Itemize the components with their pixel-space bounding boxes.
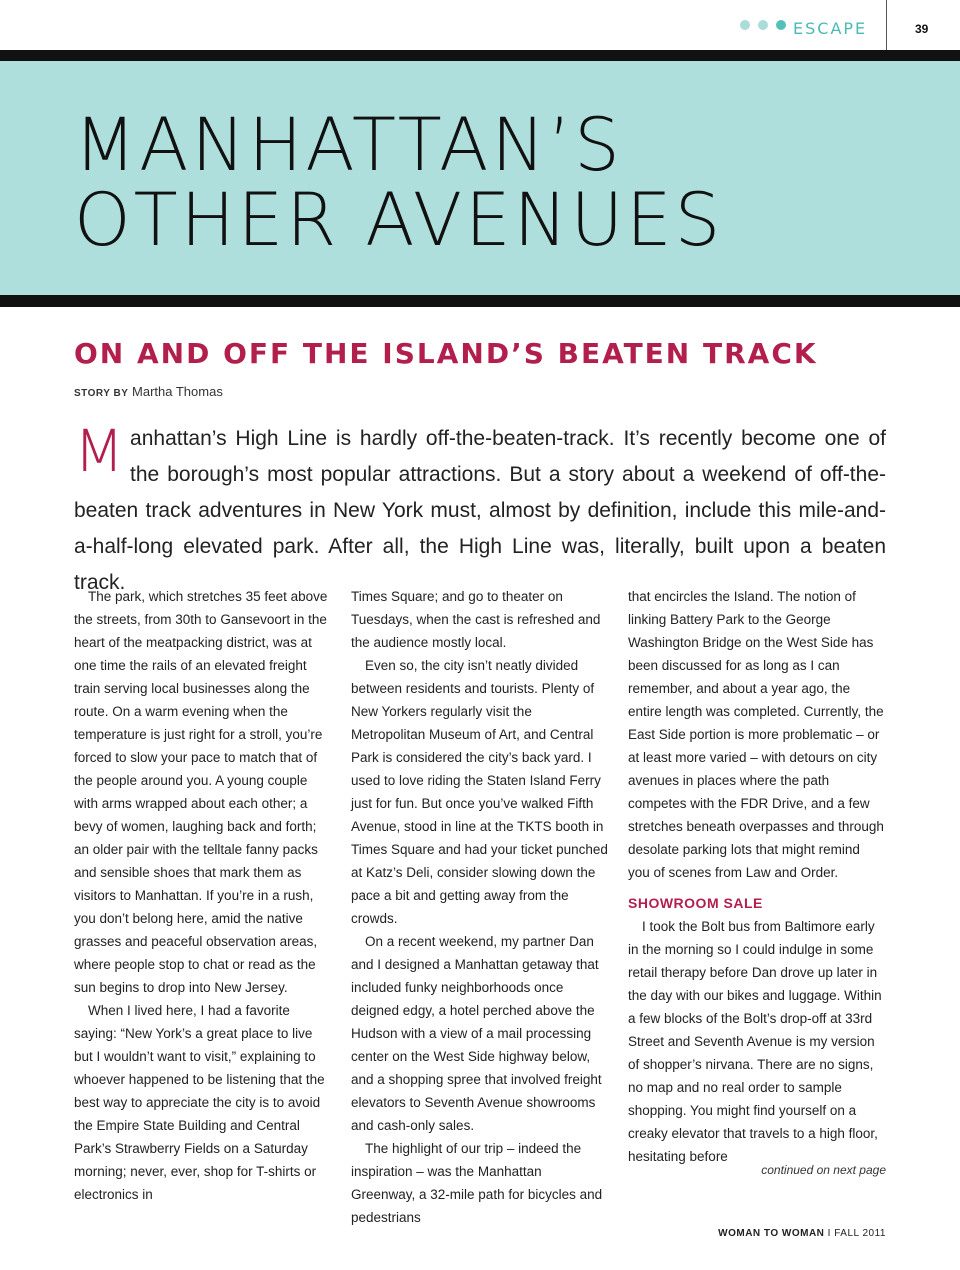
- section-heading: SHOWROOM SALE: [628, 895, 763, 911]
- paragraph: The highlight of our trip – indeed the inspiration – was the Manhattan Greenway, a 32-mile path for bicycles and pedestrians: [351, 1141, 603, 1225]
- body-column-3: [628, 585, 885, 1168]
- title-line-1: MANHATTAN’S: [74, 101, 623, 188]
- continued-note: continued on next page: [761, 1163, 886, 1177]
- page-number: 39: [915, 22, 929, 36]
- article-subtitle: ON AND OFF THE ISLAND’S BEATEN TRACK: [74, 337, 818, 370]
- title-line-2: OTHER AVENUES: [74, 176, 724, 263]
- publication-name: WOMAN TO WOMAN: [718, 1228, 825, 1239]
- paragraph: The park, which stretches 35 feet above the streets, from 30th to Gansevoort in the heart of the meatpacking district, was at one time the rails of an elevated freight train serving local businesses along the route. On a warm evening when the temperature is just right for a stroll, you’re forced to slow your pace to match that of the people around you. A young couple with arms wrapped about each other; a bevy of women, laughing back and forth; an older pair with the telltale fanny packs and sensible shoes that mark them as visitors to Manhattan. If you’re in a rush, you don’t belong here, amid the native grasses and peaceful observation areas, where people stop to chat or read as the sun begins to drop into New Jersey.: [74, 589, 328, 995]
- header-divider: [886, 0, 887, 50]
- paragraph: Even so, the city isn’t neatly divided between residents and tourists. Plenty of New Yorkers regularly visit the Metropolitan Museum of Art, and Central Park is considered the city’s back yard. I used to love riding the Staten Island Ferry just for fun. But once you’ve walked Fifth Avenue, stood in line at the TKTS booth in Times Square and had your ticket punched at Katz’s Deli, consider slowing down the pace a bit and getting away from the crowds.: [351, 658, 608, 926]
- lead-text: anhattan’s High Line is hardly off-the-beaten-track. It’s recently become one of the borough’s most popular attractions. But a story about a weekend of off-the-beaten track adventures in New York must, almost by definition, include this mile-and-a-half-long elevated park. After all, the High Line was, literally, built upon a beaten track.: [74, 427, 886, 594]
- dot-icon: [740, 20, 750, 30]
- page-footer: [600, 1228, 886, 1239]
- byline: [74, 384, 223, 399]
- title-band-bottom-rule: [0, 295, 960, 307]
- paragraph: I took the Bolt bus from Baltimore early in the morning so I could indulge in some retail therapy before Dan drove up later in the day with our bikes and luggage. Within a few blocks of the Bolt’s drop-off at 33rd Street and Seventh Avenue is my version of shopper’s nirvana. There are no signs, no map and no real order to sample shopping. You might find yourself on a creaky elevator that travels to a high floor, hesitating before: [628, 919, 882, 1164]
- title-band-top-rule: [0, 50, 960, 61]
- byline-author: Martha Thomas: [132, 384, 223, 399]
- section-label: ESCAPE: [793, 19, 868, 38]
- footer-separator: I: [827, 1228, 831, 1239]
- body-column-2: [351, 585, 608, 1229]
- dot-icon: [758, 20, 768, 30]
- paragraph: Times Square; and go to theater on Tuesdays, when the cast is refreshed and the audience mostly local.: [351, 589, 601, 650]
- paragraph: that encircles the Island. The notion of linking Battery Park to the George Washington Bridge on the West Side has been discussed for as long as I can remember, and about a year ago, the entire length was completed. Currently, the East Side portion is more problematic – or at least more varied – with detours on city avenues in places where the path competes with the FDR Drive, and a few stretches beneath overpasses and through desolate parking lots that might remind you of scenes from Law and Order.: [628, 589, 884, 880]
- lead-paragraph: [74, 417, 886, 601]
- body-column-1: [74, 585, 331, 1206]
- section-dots: [740, 20, 786, 30]
- article-title: [74, 101, 724, 263]
- paragraph: When I lived here, I had a favorite saying: “New York’s a great place to live but I wouldn’t want to visit,” explaining to whoever happened to be listening that the best way to appreciate the city is to avoid the Empire State Building and Central Park’s Strawberry Fields on a Saturday morning; never, ever, shop for T-shirts or electronics in: [74, 1003, 325, 1202]
- drop-cap: M: [74, 417, 125, 485]
- dot-icon: [776, 20, 786, 30]
- byline-label: STORY BY: [74, 388, 129, 399]
- issue-date: FALL 2011: [834, 1228, 886, 1239]
- paragraph: On a recent weekend, my partner Dan and I designed a Manhattan getaway that included funky neighborhoods once deigned edgy, a hotel perched above the Hudson with a view of a mail processing center on the West Side highway below, and a shopping spree that involved freight elevators to Seventh Avenue showrooms and cash-only sales.: [351, 934, 602, 1133]
